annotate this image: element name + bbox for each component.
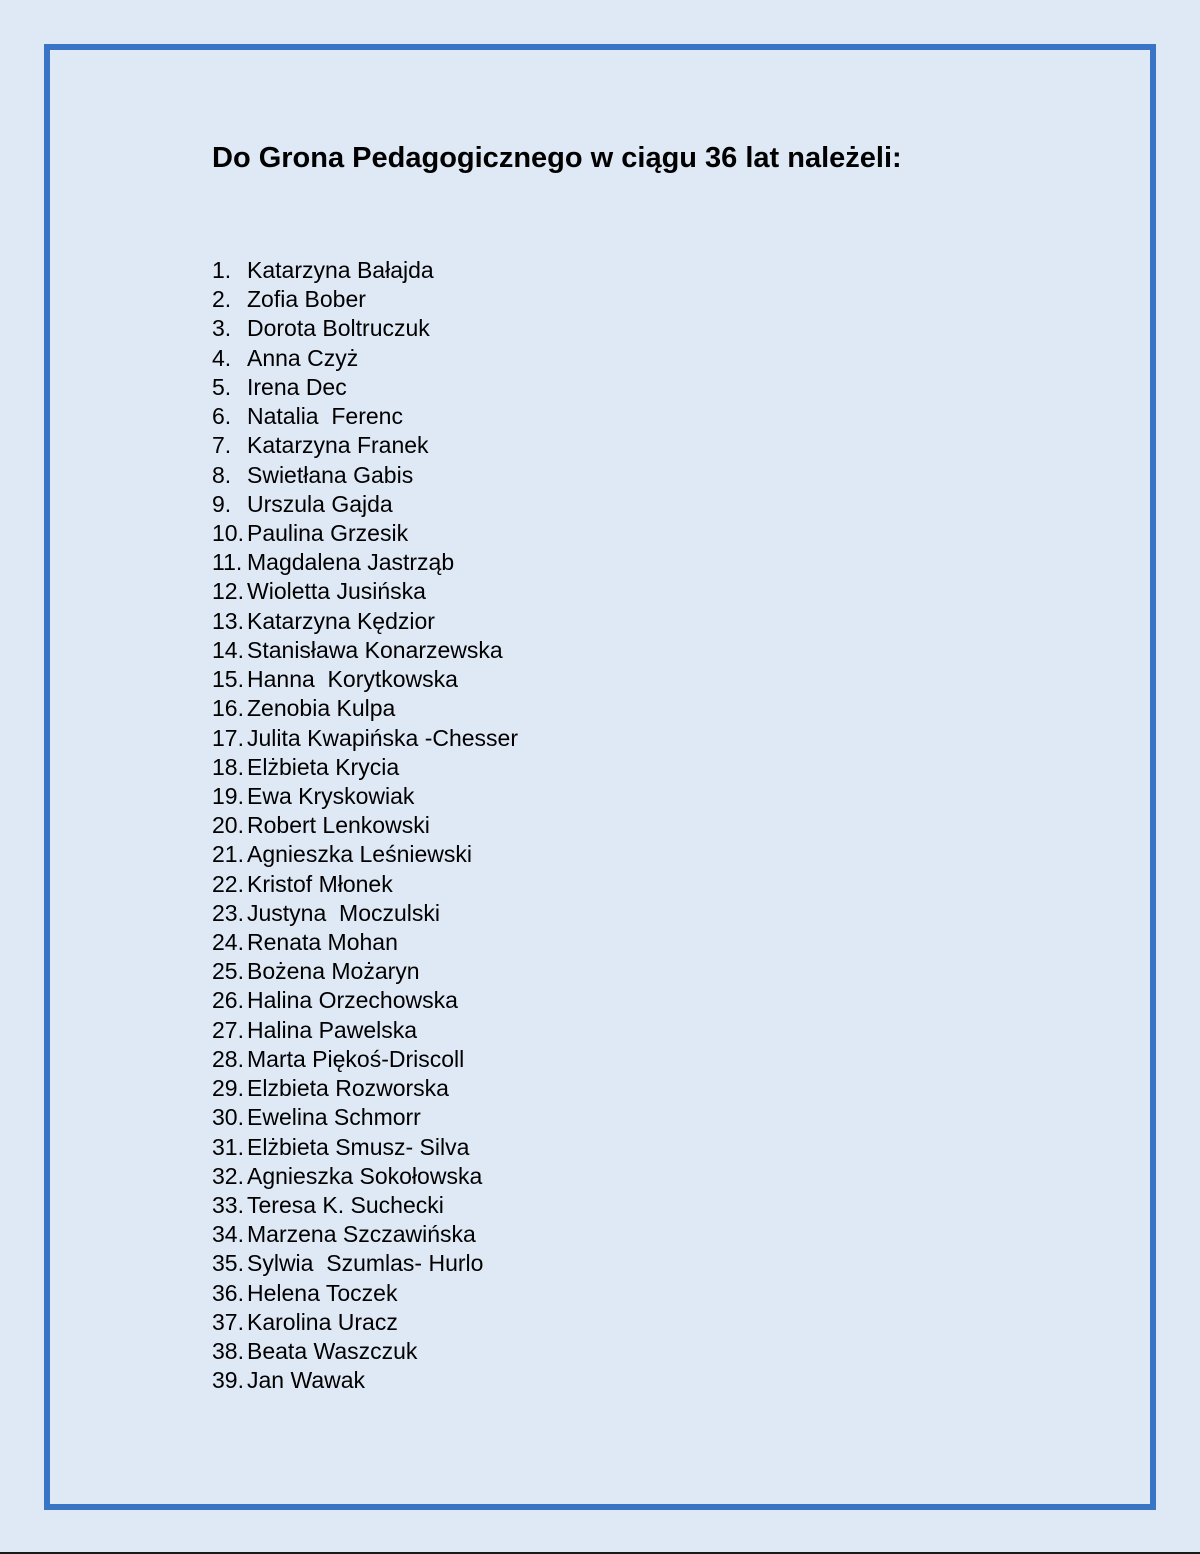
item-number: 26. bbox=[212, 987, 244, 1014]
list-item bbox=[212, 1016, 518, 1045]
item-name: Helena Toczek bbox=[247, 1279, 398, 1306]
item-number: 15. bbox=[212, 666, 244, 693]
item-name: Katarzyna Bałajda bbox=[247, 257, 434, 283]
item-number: 13. bbox=[212, 607, 244, 634]
item-name: Dorota Boltruczuk bbox=[247, 315, 430, 342]
item-number: 38. bbox=[212, 1338, 244, 1365]
item-name: Marta Piękoś-Driscoll bbox=[247, 1045, 465, 1072]
item-number: 9. bbox=[212, 490, 232, 517]
item-name: Katarzyna Kędzior bbox=[247, 607, 435, 634]
list-item bbox=[212, 344, 518, 373]
list-item bbox=[212, 636, 518, 665]
item-name: Paulina Grzesik bbox=[247, 519, 409, 546]
list-item bbox=[212, 285, 518, 314]
item-name: Agnieszka Sokołowska bbox=[247, 1162, 483, 1189]
item-name: Halina Pawelska bbox=[247, 1016, 418, 1043]
item-name: Robert Lenkowski bbox=[247, 812, 430, 839]
list-item bbox=[212, 811, 518, 840]
item-name: Agnieszka Leśniewski bbox=[247, 841, 473, 868]
item-number: 10. bbox=[212, 519, 244, 546]
list-item bbox=[212, 1133, 518, 1162]
item-name: Natalia Ferenc bbox=[247, 403, 403, 430]
item-number: 3. bbox=[212, 315, 232, 342]
item-name: Sylwia Szumlas- Hurlo bbox=[247, 1250, 484, 1277]
item-number: 1. bbox=[212, 257, 232, 283]
item-name: Marzena Szczawińska bbox=[247, 1221, 476, 1248]
item-number: 7. bbox=[212, 432, 232, 459]
item-number: 18. bbox=[212, 753, 244, 780]
list-item bbox=[212, 1220, 518, 1249]
list-item bbox=[212, 1103, 518, 1132]
page-title: Do Grona Pedagogicznego w ciągu 36 lat należeli: bbox=[212, 142, 902, 174]
list-item bbox=[212, 986, 518, 1015]
item-number: 30. bbox=[212, 1104, 244, 1131]
list-item bbox=[212, 373, 518, 402]
item-name: Kristof Młonek bbox=[247, 870, 393, 897]
item-name: Zofia Bober bbox=[247, 286, 366, 313]
item-number: 27. bbox=[212, 1016, 244, 1043]
list-item bbox=[212, 1074, 518, 1103]
item-name: Stanisława Konarzewska bbox=[247, 636, 503, 663]
list-item bbox=[212, 1279, 518, 1308]
list-item bbox=[212, 548, 518, 577]
item-name: Swietłana Gabis bbox=[247, 461, 414, 488]
item-name: Ewelina Schmorr bbox=[247, 1104, 421, 1131]
list-item bbox=[212, 1191, 518, 1220]
names-list bbox=[212, 256, 518, 1396]
item-name: Ewa Kryskowiak bbox=[247, 782, 415, 809]
item-number: 33. bbox=[212, 1192, 244, 1218]
item-number: 21. bbox=[212, 841, 244, 868]
item-name: Wioletta Jusińska bbox=[247, 578, 426, 605]
item-name: Justyna Moczulski bbox=[247, 899, 441, 926]
list-item bbox=[212, 870, 518, 899]
item-number: 19. bbox=[212, 782, 244, 809]
item-name: Jan Wawak bbox=[247, 1367, 366, 1394]
item-name: Julita Kwapińska -Chesser bbox=[247, 724, 519, 751]
list-item bbox=[212, 1162, 518, 1191]
list-item bbox=[212, 314, 518, 343]
item-name: Elżbieta Krycia bbox=[247, 753, 400, 780]
item-name: Zenobia Kulpa bbox=[247, 695, 396, 722]
item-number: 23. bbox=[212, 899, 244, 926]
item-number: 31. bbox=[212, 1133, 244, 1160]
list-item bbox=[212, 577, 518, 606]
page-border-frame bbox=[44, 44, 1156, 1510]
item-number: 28. bbox=[212, 1045, 244, 1072]
item-number: 6. bbox=[212, 403, 232, 430]
item-number: 32. bbox=[212, 1162, 244, 1189]
list-item bbox=[212, 840, 518, 869]
list-item bbox=[212, 957, 518, 986]
item-name: Halina Orzechowska bbox=[247, 987, 458, 1014]
item-number: 22. bbox=[212, 870, 244, 897]
list-item bbox=[212, 928, 518, 957]
list-item bbox=[212, 519, 518, 548]
list-item bbox=[212, 724, 518, 753]
list-item bbox=[212, 607, 518, 636]
item-number: 11. bbox=[212, 549, 243, 576]
item-name: Urszula Gajda bbox=[247, 490, 393, 517]
list-item bbox=[212, 256, 518, 285]
list-item bbox=[212, 694, 518, 723]
item-number: 16. bbox=[212, 695, 244, 722]
item-number: 20. bbox=[212, 812, 244, 839]
item-number: 37. bbox=[212, 1308, 244, 1335]
list-item bbox=[212, 490, 518, 519]
item-number: 39. bbox=[212, 1367, 244, 1394]
list-item bbox=[212, 431, 518, 460]
item-number: 5. bbox=[212, 373, 232, 400]
item-number: 4. bbox=[212, 344, 232, 371]
list-item bbox=[212, 1308, 518, 1337]
item-number: 14. bbox=[212, 636, 244, 663]
list-item bbox=[212, 665, 518, 694]
item-name: Elżbieta Smusz- Silva bbox=[247, 1133, 470, 1160]
item-name: Katarzyna Franek bbox=[247, 432, 429, 459]
item-number: 36. bbox=[212, 1279, 244, 1306]
item-name: Bożena Możaryn bbox=[247, 958, 420, 985]
item-name: Teresa K. Suchecki bbox=[247, 1192, 444, 1218]
item-number: 25. bbox=[212, 958, 244, 985]
list-item bbox=[212, 461, 518, 490]
item-name: Hanna Korytkowska bbox=[247, 666, 458, 693]
list-item bbox=[212, 402, 518, 431]
item-number: 35. bbox=[212, 1250, 244, 1277]
item-name: Anna Czyż bbox=[247, 344, 359, 371]
list-item bbox=[212, 1366, 518, 1395]
item-number: 12. bbox=[212, 578, 244, 605]
list-item bbox=[212, 899, 518, 928]
item-number: 2. bbox=[212, 286, 232, 313]
list-item bbox=[212, 753, 518, 782]
item-number: 34. bbox=[212, 1221, 244, 1248]
item-number: 24. bbox=[212, 929, 244, 956]
item-number: 29. bbox=[212, 1075, 244, 1102]
list-item bbox=[212, 1337, 518, 1366]
item-name: Beata Waszczuk bbox=[247, 1338, 418, 1365]
item-name: Magdalena Jastrząb bbox=[247, 549, 455, 576]
list-item bbox=[212, 1249, 518, 1278]
list-item bbox=[212, 1045, 518, 1074]
item-name: Irena Dec bbox=[247, 373, 347, 400]
item-number: 8. bbox=[212, 461, 232, 488]
item-name: Elzbieta Rozworska bbox=[247, 1075, 449, 1102]
item-name: Karolina Uracz bbox=[247, 1308, 398, 1335]
item-number: 17. bbox=[212, 724, 244, 751]
list-item bbox=[212, 782, 518, 811]
item-name: Renata Mohan bbox=[247, 929, 398, 956]
